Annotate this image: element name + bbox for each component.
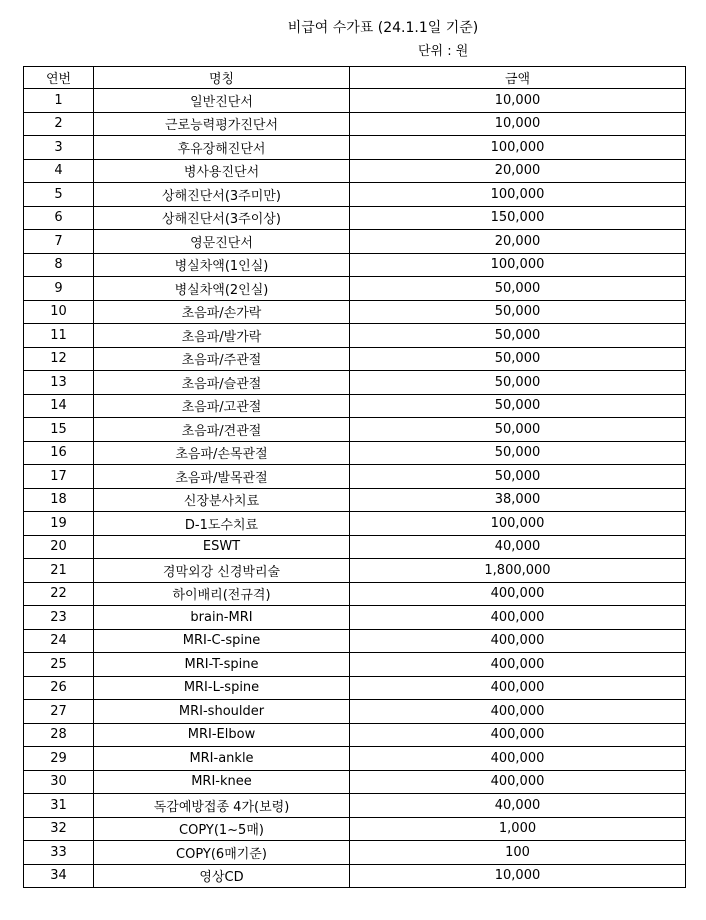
row-amount: 1,000 [350, 817, 686, 841]
row-name: brain-MRI [94, 606, 350, 630]
row-number: 32 [24, 817, 94, 841]
row-name: MRI-L-spine [94, 676, 350, 700]
table-row [24, 300, 686, 324]
table-row [24, 347, 686, 371]
row-name: 하이배리(전규격) [94, 582, 350, 606]
row-name: MRI-C-spine [94, 629, 350, 653]
row-name: ESWT [94, 535, 350, 559]
row-name: 상해진단서(3주미만) [94, 183, 350, 207]
row-number: 33 [24, 841, 94, 865]
row-name: 병실차액(2인실) [94, 277, 350, 301]
row-amount: 38,000 [350, 488, 686, 512]
row-amount: 10,000 [350, 112, 686, 136]
table-row [24, 535, 686, 559]
table-row [24, 606, 686, 630]
row-amount: 100,000 [350, 512, 686, 536]
table-row [24, 418, 686, 442]
table-row [24, 676, 686, 700]
row-amount: 40,000 [350, 794, 686, 818]
table-row [24, 112, 686, 136]
table-row [24, 770, 686, 794]
row-amount: 400,000 [350, 770, 686, 794]
row-amount: 50,000 [350, 324, 686, 348]
row-name: 후유장해진단서 [94, 136, 350, 160]
row-amount: 400,000 [350, 629, 686, 653]
row-amount: 400,000 [350, 653, 686, 677]
row-number: 9 [24, 277, 94, 301]
row-name: 초음파/발가락 [94, 324, 350, 348]
row-number: 10 [24, 300, 94, 324]
row-amount: 100,000 [350, 253, 686, 277]
row-name: MRI-T-spine [94, 653, 350, 677]
row-name: MRI-shoulder [94, 700, 350, 724]
row-name: 초음파/견관절 [94, 418, 350, 442]
row-number: 18 [24, 488, 94, 512]
row-number: 28 [24, 723, 94, 747]
row-number: 27 [24, 700, 94, 724]
row-number: 4 [24, 159, 94, 183]
row-name: 초음파/손목관절 [94, 441, 350, 465]
table-row [24, 559, 686, 583]
table-row [24, 277, 686, 301]
row-number: 5 [24, 183, 94, 207]
table-row [24, 841, 686, 865]
row-amount: 50,000 [350, 277, 686, 301]
table-row [24, 371, 686, 395]
row-name: 초음파/손가락 [94, 300, 350, 324]
table-row [24, 89, 686, 113]
row-amount: 400,000 [350, 676, 686, 700]
table-row [24, 159, 686, 183]
row-amount: 20,000 [350, 159, 686, 183]
table-row [24, 465, 686, 489]
table-row [24, 629, 686, 653]
row-amount: 400,000 [350, 606, 686, 630]
row-amount: 100 [350, 841, 686, 865]
table-row [24, 582, 686, 606]
table-row [24, 747, 686, 771]
row-number: 1 [24, 89, 94, 113]
row-name: COPY(1~5매) [94, 817, 350, 841]
row-amount: 400,000 [350, 747, 686, 771]
row-number: 24 [24, 629, 94, 653]
table-row [24, 253, 686, 277]
header-number: 연번 [24, 67, 94, 89]
row-number: 6 [24, 206, 94, 230]
table-row [24, 794, 686, 818]
row-number: 23 [24, 606, 94, 630]
table-row [24, 817, 686, 841]
row-number: 29 [24, 747, 94, 771]
row-amount: 40,000 [350, 535, 686, 559]
table-row [24, 324, 686, 348]
row-name: 초음파/발목관절 [94, 465, 350, 489]
row-name: D-1도수치료 [94, 512, 350, 536]
row-name: MRI-ankle [94, 747, 350, 771]
row-name: 일반진단서 [94, 89, 350, 113]
row-number: 26 [24, 676, 94, 700]
row-amount: 100,000 [350, 183, 686, 207]
row-name: 근로능력평가진단서 [94, 112, 350, 136]
table-row [24, 394, 686, 418]
row-number: 20 [24, 535, 94, 559]
fee-table [23, 66, 686, 888]
row-number: 19 [24, 512, 94, 536]
header-name: 명칭 [94, 67, 350, 89]
row-number: 22 [24, 582, 94, 606]
header-amount: 금액 [350, 67, 686, 89]
table-row [24, 653, 686, 677]
row-number: 31 [24, 794, 94, 818]
row-amount: 10,000 [350, 89, 686, 113]
row-name: COPY(6매기준) [94, 841, 350, 865]
row-amount: 400,000 [350, 723, 686, 747]
row-number: 21 [24, 559, 94, 583]
row-name: 독감예방접종 4가(보령) [94, 794, 350, 818]
row-number: 13 [24, 371, 94, 395]
row-amount: 50,000 [350, 465, 686, 489]
row-name: 초음파/고관절 [94, 394, 350, 418]
row-number: 2 [24, 112, 94, 136]
row-name: 신장분사치료 [94, 488, 350, 512]
row-name: 경막외강 신경박리술 [94, 559, 350, 583]
table-row [24, 512, 686, 536]
row-amount: 50,000 [350, 394, 686, 418]
row-number: 15 [24, 418, 94, 442]
row-number: 3 [24, 136, 94, 160]
row-number: 34 [24, 864, 94, 888]
table-row [24, 488, 686, 512]
row-amount: 400,000 [350, 582, 686, 606]
row-number: 30 [24, 770, 94, 794]
table-row [24, 864, 686, 888]
row-amount: 400,000 [350, 700, 686, 724]
row-number: 16 [24, 441, 94, 465]
row-amount: 10,000 [350, 864, 686, 888]
row-name: MRI-Elbow [94, 723, 350, 747]
row-number: 14 [24, 394, 94, 418]
row-name: 병사용진단서 [94, 159, 350, 183]
row-amount: 50,000 [350, 300, 686, 324]
row-amount: 1,800,000 [350, 559, 686, 583]
row-number: 8 [24, 253, 94, 277]
document-title: 비급여 수가표 (24.1.1일 기준) [287, 20, 479, 36]
row-amount: 50,000 [350, 371, 686, 395]
table-row [24, 723, 686, 747]
row-amount: 50,000 [350, 418, 686, 442]
table-body [24, 89, 686, 888]
table-header-row [24, 67, 686, 89]
row-amount: 100,000 [350, 136, 686, 160]
row-amount: 150,000 [350, 206, 686, 230]
row-name: 초음파/슬관절 [94, 371, 350, 395]
row-name: 상해진단서(3주이상) [94, 206, 350, 230]
row-name: MRI-knee [94, 770, 350, 794]
row-number: 12 [24, 347, 94, 371]
table-row [24, 230, 686, 254]
row-amount: 50,000 [350, 347, 686, 371]
row-name: 초음파/주관절 [94, 347, 350, 371]
row-amount: 20,000 [350, 230, 686, 254]
table-row [24, 136, 686, 160]
row-number: 17 [24, 465, 94, 489]
row-name: 영상CD [94, 864, 350, 888]
row-name: 병실차액(1인실) [94, 253, 350, 277]
table-row [24, 183, 686, 207]
row-number: 7 [24, 230, 94, 254]
row-name: 영문진단서 [94, 230, 350, 254]
row-amount: 50,000 [350, 441, 686, 465]
row-number: 11 [24, 324, 94, 348]
table-row [24, 441, 686, 465]
table-row [24, 700, 686, 724]
unit-label: 단위 : 원 [418, 44, 469, 59]
row-number: 25 [24, 653, 94, 677]
table-row [24, 206, 686, 230]
